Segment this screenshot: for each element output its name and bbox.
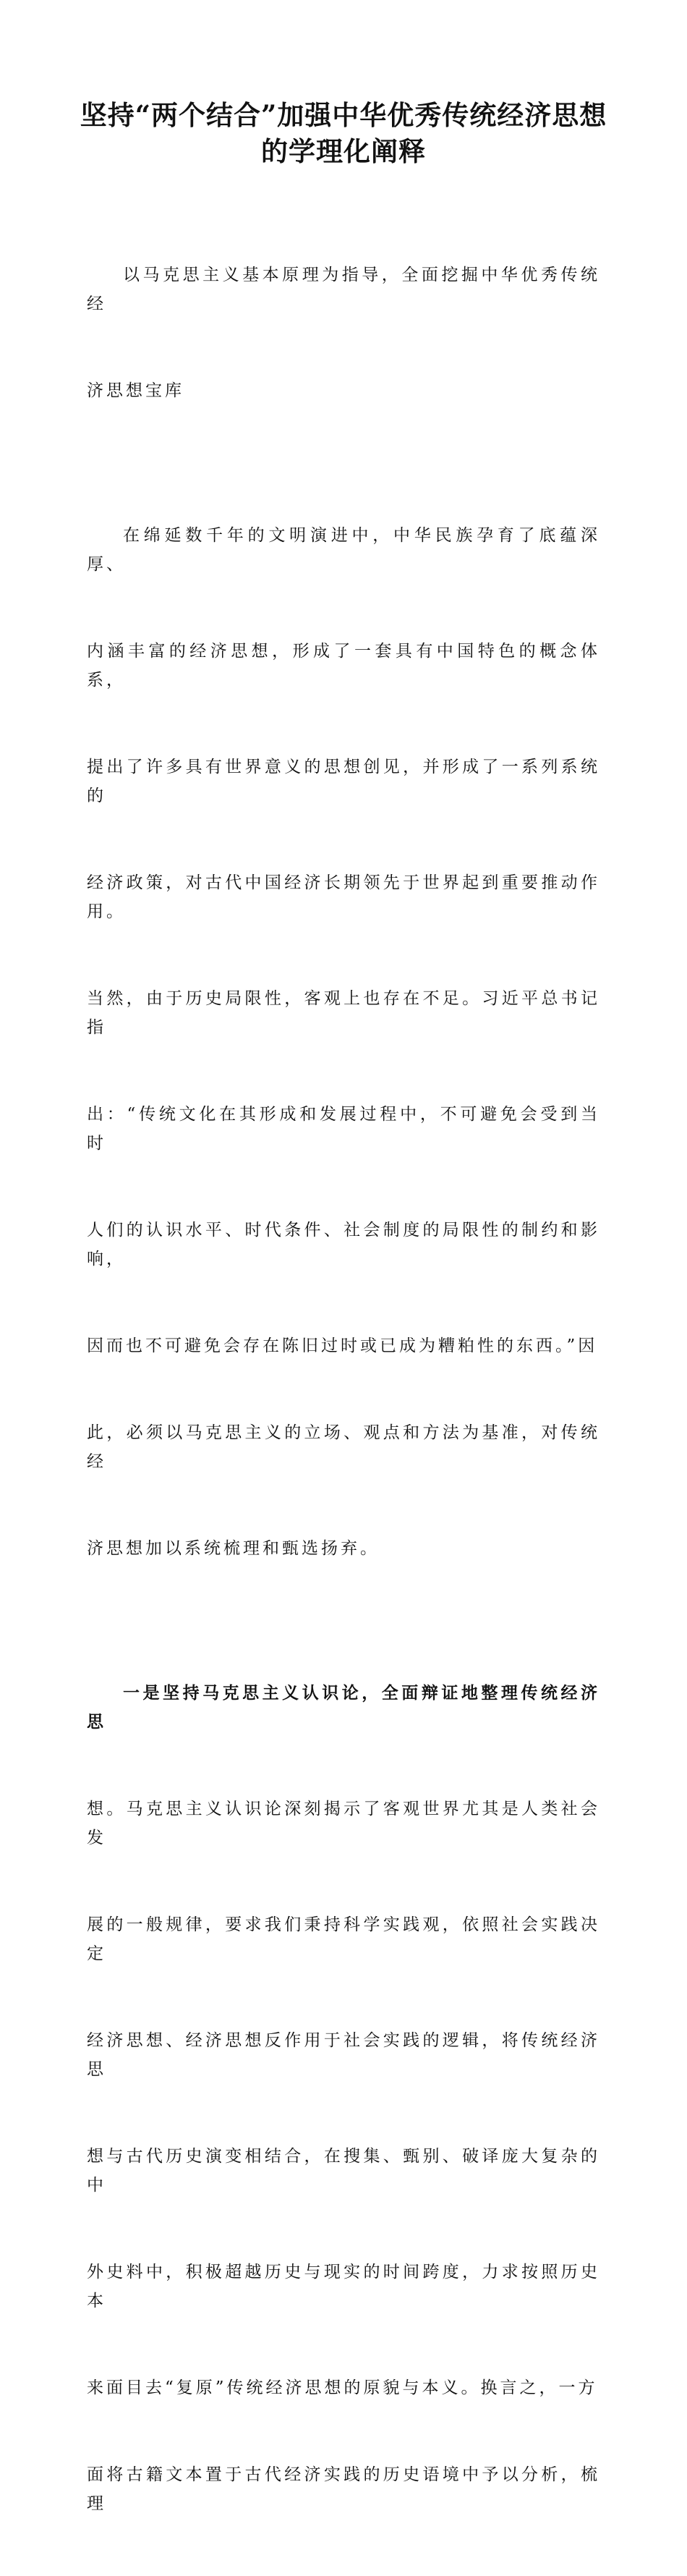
text-line: 因而也不可避免会存在陈旧过时或已成为糟粕性的东西。”因	[87, 1336, 598, 1355]
text-line: 想与古代历史演变相结合，在搜集、甄别、破译庞大复杂的中	[87, 2147, 600, 2195]
text-line: 出：“传统文化在其形成和发展过程中，不可避免会受到当时	[87, 1105, 600, 1153]
paragraph-2	[87, 463, 600, 1621]
text-line: 外史料中，积极超越历史与现实的时间跨度，力求按照历史本	[87, 2263, 600, 2310]
bold-lead-sentence: 一是坚持马克思主义认识论，全面辩证地整理传统经济思	[87, 1683, 600, 1732]
text-line: 想。马克思主义认识论深刻揭示了客观世界尤其是人类社会发	[87, 1800, 600, 1847]
text-line: 当然，由于历史局限性，客观上也存在不足。习近平总书记指	[87, 989, 600, 1037]
paragraph-3	[87, 1621, 600, 2576]
text-line: 济思想宝库	[87, 381, 184, 400]
text-line: 此，必须以马克思主义的立场、观点和方法为基准，对传统经	[87, 1423, 600, 1471]
document-title-line-1: 坚持“两个结合”加强中华优秀传统经济思想	[80, 99, 607, 131]
text-line: 以马克思主义基本原理为指导，全面挖掘中华优秀传统经	[87, 266, 600, 313]
text-line: 经济政策，对古代中国经济长期领先于世界起到重要推动作用。	[87, 873, 600, 921]
text-line: 提出了许多具有世界意义的思想创见，并形成了一系列系统的	[87, 758, 600, 805]
text-line: 人们的认识水平、时代条件、社会制度的局限性的制约和影响，	[87, 1221, 600, 1268]
text-line: 济思想加以系统梳理和甄选扬弃。	[87, 1539, 380, 1558]
document-title-line-2: 的学理化阐释	[261, 135, 426, 167]
document-body	[87, 203, 600, 2576]
text-line: 经济思想、经济思想反作用于社会实践的逻辑，将传统经济思	[87, 2031, 600, 2079]
text-line: 来面目去“复原”传统经济思想的原貌与本义。换言之，一方	[87, 2378, 598, 2397]
paragraph-1	[87, 203, 600, 463]
text-line: 面将古籍文本置于古代经济实践的历史语境中予以分析，梳理	[87, 2465, 600, 2513]
text-line: 内涵丰富的经济思想，形成了一套具有中国特色的概念体系，	[87, 642, 600, 690]
text-line: 展的一般规律，要求我们秉持科学实践观，依照社会实践决定	[87, 1915, 600, 1963]
text-line: 在绵延数千年的文明演进中，中华民族孕育了底蕴深厚、	[87, 526, 600, 574]
